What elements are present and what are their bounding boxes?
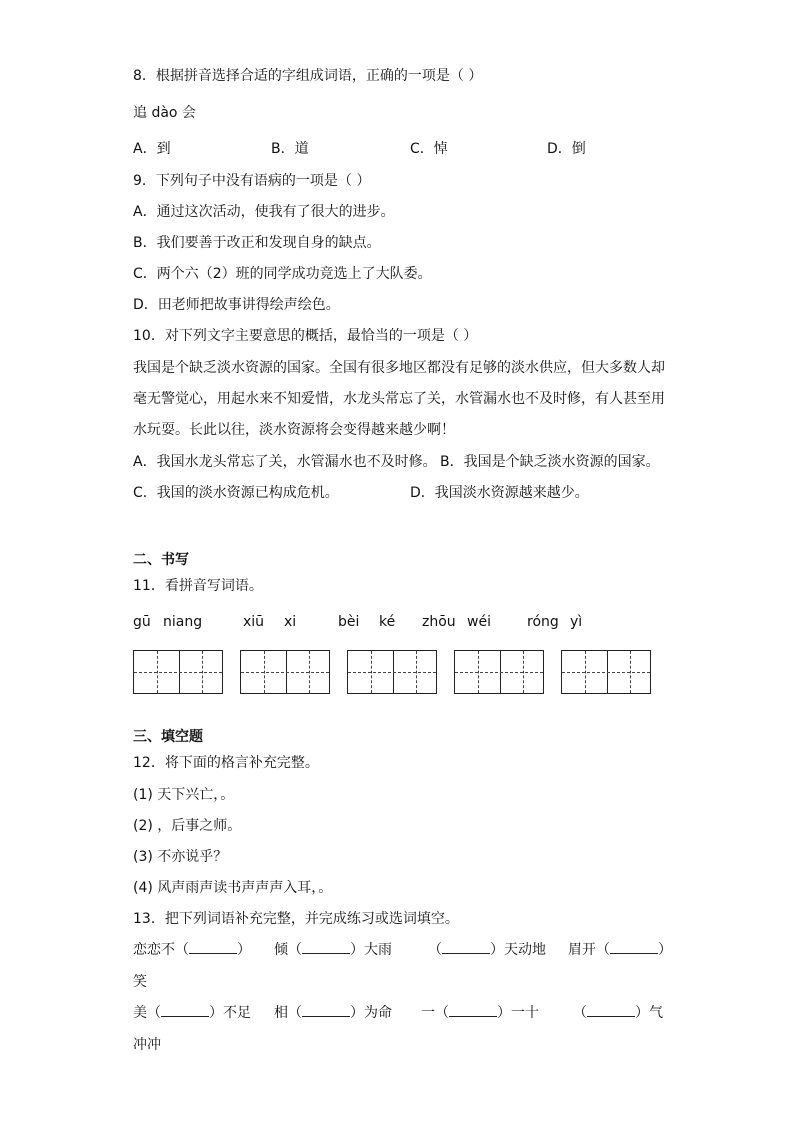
q13-term-1: 恋恋不（ ） <box>133 942 251 958</box>
blank[interactable] <box>587 1004 635 1017</box>
section-2-title: 二、书写 <box>133 552 189 568</box>
blank[interactable] <box>189 941 237 954</box>
blank[interactable] <box>449 1004 497 1017</box>
writing-grid-1[interactable] <box>133 650 223 694</box>
q8-option-d: D．倒 <box>547 141 586 157</box>
pinyin-1a: gū <box>133 614 151 630</box>
writing-grid-4[interactable] <box>454 650 544 694</box>
q8-option-a: A．到 <box>133 141 171 157</box>
blank[interactable] <box>442 941 490 954</box>
q12-item-4: (4) 风声雨声读书声声声入耳，。 <box>133 880 333 896</box>
pinyin-4b: wéi <box>467 614 491 630</box>
writing-grid-3[interactable] <box>347 650 437 694</box>
pinyin-1b: niang <box>163 614 203 630</box>
q11-stem: 11．看拼音写词语。 <box>133 578 263 594</box>
q13-term-6: 相（ ）为命 <box>274 1005 392 1021</box>
q13-term-8: （ ）气 <box>573 1005 663 1021</box>
q8-prompt: 追 dào 会 <box>133 105 196 121</box>
q10-option-a: A．我国水龙头常忘了关，水管漏水也不及时修。 <box>133 454 437 470</box>
q13-term-3: （ ）天动地 <box>428 942 546 958</box>
q10-option-c: C．我国的淡水资源已构成危机。 <box>133 485 339 501</box>
writing-grid-2[interactable] <box>240 650 330 694</box>
q13-row2-wrap: 冲冲 <box>133 1037 161 1053</box>
q10-passage-line-3: 水玩耍。长此以往，淡水资源将会变得越来越少啊！ <box>133 422 455 438</box>
q12-item-1: (1) 天下兴亡，。 <box>133 787 235 803</box>
q9-option-a: A．通过这次活动，使我有了很大的进步。 <box>133 204 395 220</box>
q8-option-c: C．悼 <box>410 141 448 157</box>
blank[interactable] <box>610 941 658 954</box>
q10-passage-line-1: 我国是个缺乏淡水资源的国家。全国有很多地区都没有足够的淡水供应，但大多数人却 <box>133 360 665 376</box>
pinyin-5a: róng <box>527 614 559 630</box>
q9-option-b: B．我们要善于改正和发现自身的缺点。 <box>133 235 381 251</box>
pinyin-5b: yì <box>570 614 583 630</box>
pinyin-2b: xi <box>284 614 297 630</box>
blank[interactable] <box>302 1004 350 1017</box>
q9-option-d: D．田老师把故事讲得绘声绘色。 <box>133 297 340 313</box>
q10-passage-line-2: 毫无警觉心，用起水来不知爱惜，水龙头常忘了关，水管漏水也不及时修，有人甚至用 <box>133 391 665 407</box>
q10-stem: 10．对下列文字主要意思的概括，最恰当的一项是（ ） <box>133 328 478 344</box>
blank[interactable] <box>161 1004 209 1017</box>
q12-item-3: (3) 不亦说乎？ <box>133 849 228 865</box>
q10-option-d: D．我国淡水资源越来越少。 <box>410 485 589 501</box>
section-3-title: 三、填空题 <box>133 729 203 745</box>
q8-option-b: B．道 <box>271 141 309 157</box>
q13-term-5: 美（ ）不足 <box>133 1005 251 1021</box>
q9-stem: 9．下列句子中没有语病的一项是（ ） <box>133 173 371 189</box>
pinyin-3b: ké <box>379 614 396 630</box>
pinyin-2a: xiū <box>243 614 265 630</box>
q9-option-c: C．两个六（2）班的同学成功竞选上了大队委。 <box>133 266 432 282</box>
q13-stem: 13．把下列词语补充完整，并完成练习或选词填空。 <box>133 911 459 927</box>
writing-grid-5[interactable] <box>561 650 651 694</box>
q13-term-7: 一（ ）一十 <box>421 1005 539 1021</box>
q13-term-2: 倾（ ）大雨 <box>274 942 392 958</box>
q12-stem: 12．将下面的格言补充完整。 <box>133 755 319 771</box>
pinyin-3a: bèi <box>338 614 360 630</box>
q8-stem: 8．根据拼音选择合适的字组成词语，正确的一项是（ ） <box>133 68 483 84</box>
pinyin-4a: zhōu <box>422 614 456 630</box>
q13-row1-wrap: 笑 <box>133 974 147 990</box>
q10-option-b: B．我国是个缺乏淡水资源的国家。 <box>440 454 660 470</box>
q12-item-2: (2) ，后事之师。 <box>133 818 242 834</box>
blank[interactable] <box>302 941 350 954</box>
q13-term-4: 眉开（ ） <box>568 942 672 958</box>
